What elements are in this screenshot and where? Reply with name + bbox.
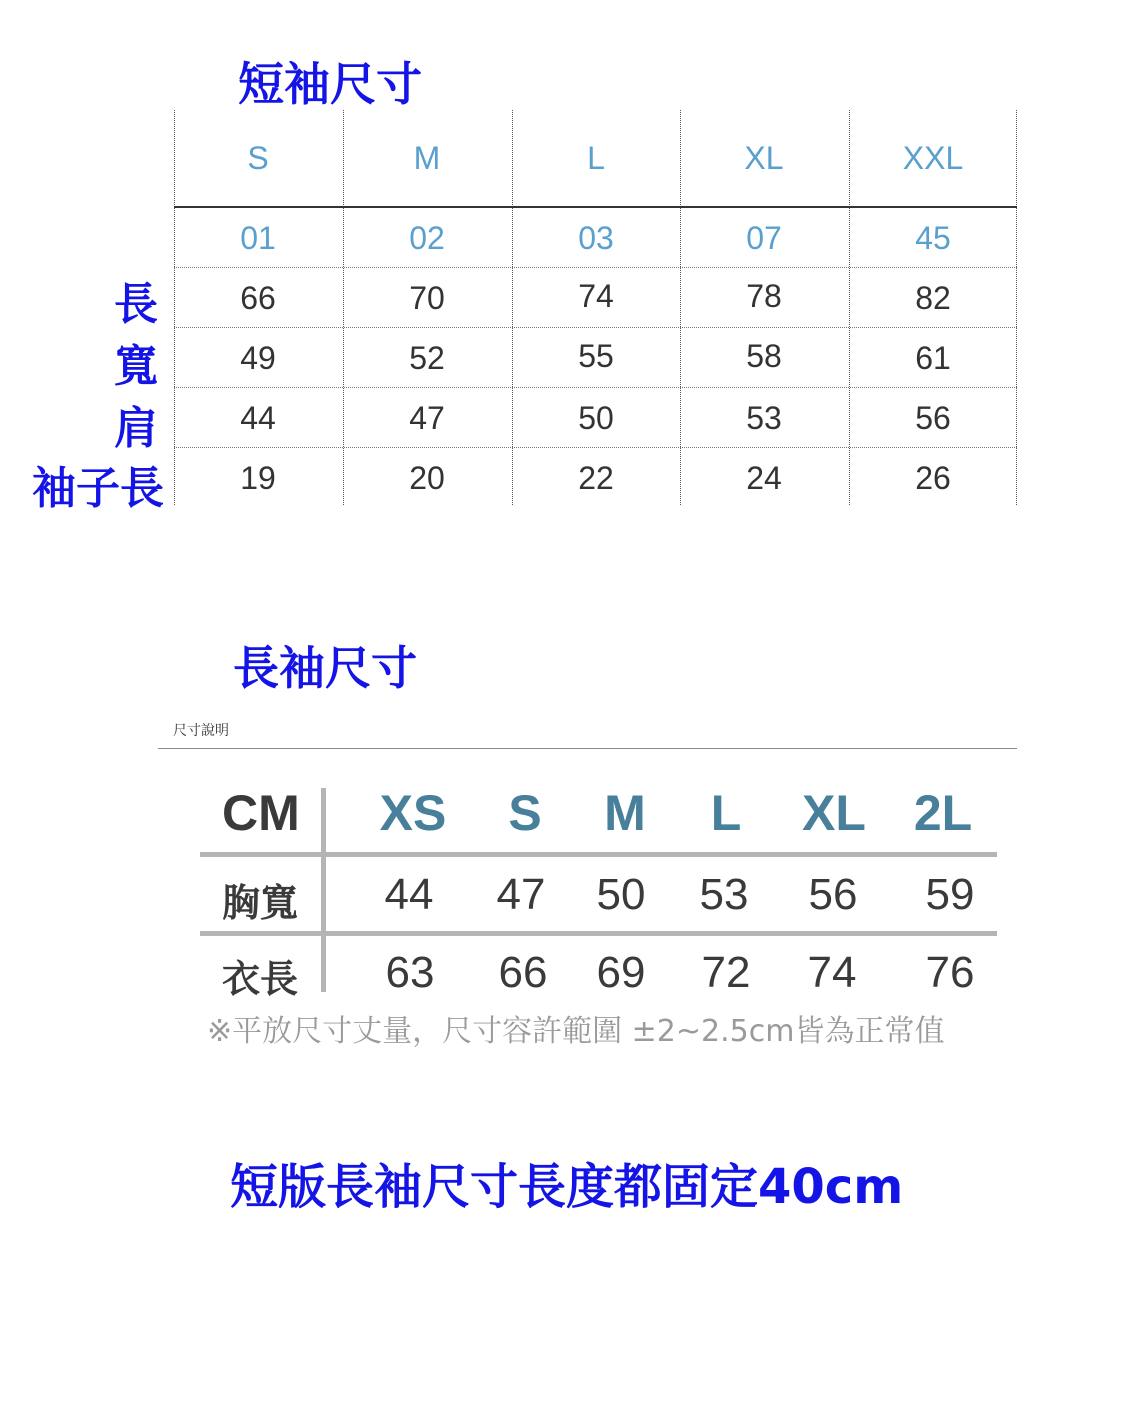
cropped-length-note: 短版長袖尺寸長度都固定40cm bbox=[230, 1159, 904, 1215]
size-code: 07 bbox=[746, 220, 782, 256]
table-cell: 74 bbox=[578, 278, 614, 314]
table-cell: 50 bbox=[578, 400, 614, 436]
size-header: XL bbox=[744, 140, 784, 176]
size-header: XXL bbox=[902, 140, 964, 176]
table-cell: 49 bbox=[240, 340, 276, 376]
table-cell: 24 bbox=[746, 460, 782, 496]
table-cell: 74 bbox=[807, 948, 857, 997]
table-cell: 59 bbox=[925, 870, 975, 919]
table-cell: 56 bbox=[808, 870, 858, 919]
row-divider bbox=[174, 267, 1017, 268]
table-cell: 61 bbox=[915, 340, 951, 376]
row-divider bbox=[174, 447, 1017, 448]
row-label-chest: 胸寬 bbox=[222, 881, 299, 925]
row-divider bbox=[200, 852, 997, 857]
size-code: 03 bbox=[578, 220, 614, 256]
table-cell: 53 bbox=[699, 870, 749, 919]
table-cell: 44 bbox=[384, 870, 434, 919]
table-cell: 70 bbox=[409, 280, 445, 316]
table-cell: 66 bbox=[498, 948, 548, 997]
size-header: M bbox=[604, 785, 646, 841]
long-sleeve-table bbox=[200, 780, 997, 1000]
divider bbox=[158, 748, 1017, 749]
row-divider bbox=[174, 327, 1017, 328]
row-label-shoulder: 肩 bbox=[114, 403, 158, 454]
column-divider bbox=[321, 788, 326, 852]
table-cell: 66 bbox=[240, 280, 276, 316]
table-cell: 47 bbox=[496, 870, 546, 919]
size-header: XS bbox=[379, 785, 447, 841]
table-cell: 20 bbox=[409, 460, 445, 496]
size-code: 45 bbox=[915, 220, 951, 256]
table-cell: 56 bbox=[915, 400, 951, 436]
table-cell: 63 bbox=[385, 948, 435, 997]
table-cell: 76 bbox=[925, 948, 975, 997]
size-header: L bbox=[587, 140, 605, 176]
table-cell: 58 bbox=[746, 338, 782, 374]
table-cell: 69 bbox=[596, 948, 646, 997]
size-header: 2L bbox=[913, 785, 973, 841]
column-divider bbox=[321, 936, 326, 992]
table-cell: 50 bbox=[596, 870, 646, 919]
size-header: M bbox=[413, 140, 441, 176]
table-cell: 47 bbox=[409, 400, 445, 436]
row-label-body-length: 衣長 bbox=[222, 957, 299, 1001]
row-label-sleeve-length: 袖子長 bbox=[32, 463, 164, 514]
row-label-length: 長 bbox=[114, 279, 158, 330]
row-divider bbox=[200, 931, 997, 936]
size-header: S bbox=[247, 140, 269, 176]
table-cell: 72 bbox=[701, 948, 751, 997]
table-cell: 22 bbox=[578, 460, 614, 496]
table-cell: 55 bbox=[578, 338, 614, 374]
table-cell: 26 bbox=[915, 460, 951, 496]
table-cell: 44 bbox=[240, 400, 276, 436]
size-description-label: 尺寸說明 bbox=[173, 723, 229, 739]
header-divider bbox=[174, 206, 1017, 208]
unit-header: CM bbox=[222, 785, 300, 841]
row-divider bbox=[174, 387, 1017, 388]
column-divider bbox=[321, 857, 326, 931]
long-sleeve-title: 長袖尺寸 bbox=[233, 641, 417, 695]
size-header: XL bbox=[802, 785, 866, 841]
size-header: L bbox=[710, 785, 742, 841]
size-header: S bbox=[508, 785, 542, 841]
table-cell: 52 bbox=[409, 340, 445, 376]
size-code: 01 bbox=[240, 220, 276, 256]
short-sleeve-table bbox=[174, 110, 1017, 505]
row-label-width: 寬 bbox=[114, 341, 158, 392]
size-code: 02 bbox=[409, 220, 445, 256]
table-cell: 53 bbox=[746, 400, 782, 436]
short-sleeve-title: 短袖尺寸 bbox=[238, 57, 422, 111]
table-cell: 19 bbox=[240, 460, 276, 496]
tolerance-note: ※平放尺寸丈量，尺寸容許範圍 ±2~2.5cm皆為正常值 bbox=[207, 1014, 945, 1049]
table-cell: 78 bbox=[746, 278, 782, 314]
table-cell: 82 bbox=[915, 280, 951, 316]
